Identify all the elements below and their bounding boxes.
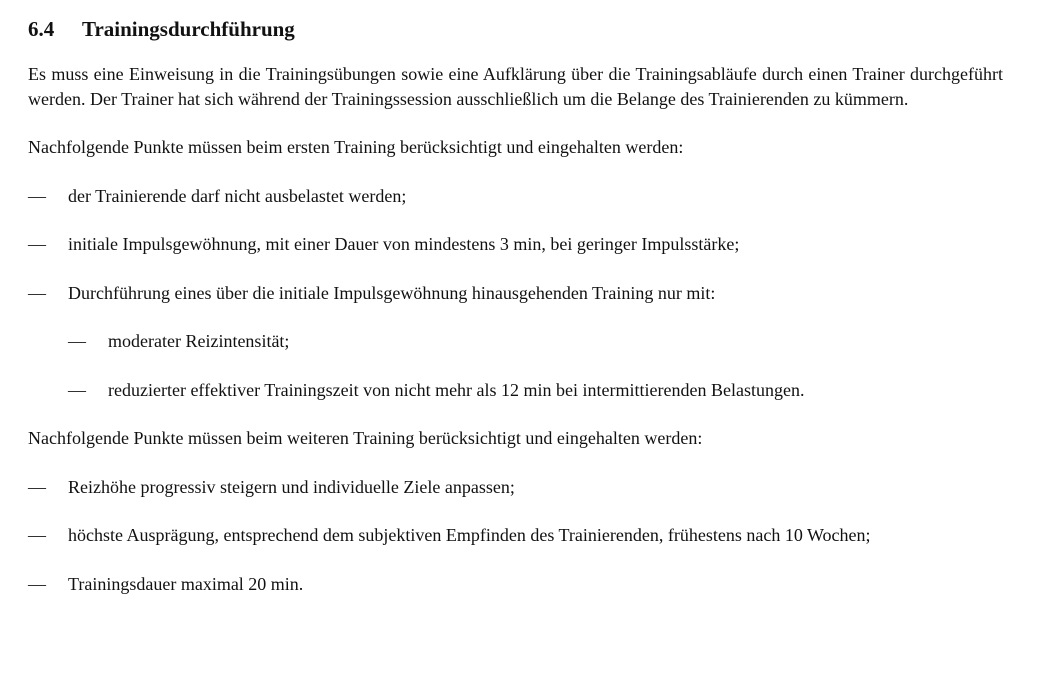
section-heading — [28, 14, 1003, 44]
section-title: Trainingsdurchführung — [82, 17, 295, 41]
list-item-text: Reizhöhe progressiv steigern und individuelle Ziele anpassen; — [68, 476, 515, 497]
sub-list-item-text: moderater Reizintensität; — [108, 331, 290, 351]
sub-list-item — [68, 378, 1003, 403]
list-item — [28, 184, 1003, 209]
further-training-lead: Nachfolgende Punkte müssen beim weiteren Training berücksichtigt und eingehalten werden: — [28, 428, 703, 448]
dash-bullet: — — [28, 282, 46, 303]
dash-bullet: — — [28, 573, 46, 594]
list-item — [28, 232, 1003, 257]
list-item — [28, 281, 1003, 306]
list-item-text: initiale Impulsgewöhnung, mit einer Dauer von mindestens 3 min, bei geringer Impulsstärke; — [68, 234, 740, 254]
dash-bullet: — — [28, 525, 46, 545]
list-item-text: Durchführung eines über die initiale Impulsgewöhnung hinausgehenden Training nur mit: — [68, 282, 716, 303]
sub-list-item — [68, 329, 1003, 354]
dash-bullet: — — [28, 234, 46, 254]
list-item — [28, 523, 1003, 548]
dash-bullet: — — [28, 476, 46, 497]
list-item — [28, 475, 1003, 500]
first-training-lead: Nachfolgende Punkte müssen beim ersten Training berücksichtigt und eingehalten werden: — [28, 137, 684, 157]
list-item-text: höchste Ausprägung, entsprechend dem subjektiven Empfinden des Trainierenden, frühestens nach 10 Wochen; — [68, 525, 871, 545]
sub-list-item-text: reduzierter effektiver Trainingszeit von nicht mehr als 12 min bei intermittierenden Belastungen. — [108, 379, 805, 400]
list-item-text: der Trainierende darf nicht ausbelastet werden; — [68, 185, 407, 206]
list-item — [28, 572, 1003, 597]
section-number: 6.4 — [28, 17, 55, 41]
dash-bullet: — — [28, 185, 46, 206]
dash-bullet: — — [68, 331, 86, 351]
dash-bullet: — — [68, 379, 86, 400]
intro-paragraph: Es muss eine Einweisung in die Trainingsübungen sowie eine Aufklärung über die Trainingsabläufe durch einen Trainer durchgeführt werden. Der Trainer hat sich während der Trainingssession ausschließlich um die Belange des Trainierenden zu kümmern. — [28, 64, 1003, 109]
list-item-text: Trainingsdauer maximal 20 min. — [68, 573, 304, 594]
